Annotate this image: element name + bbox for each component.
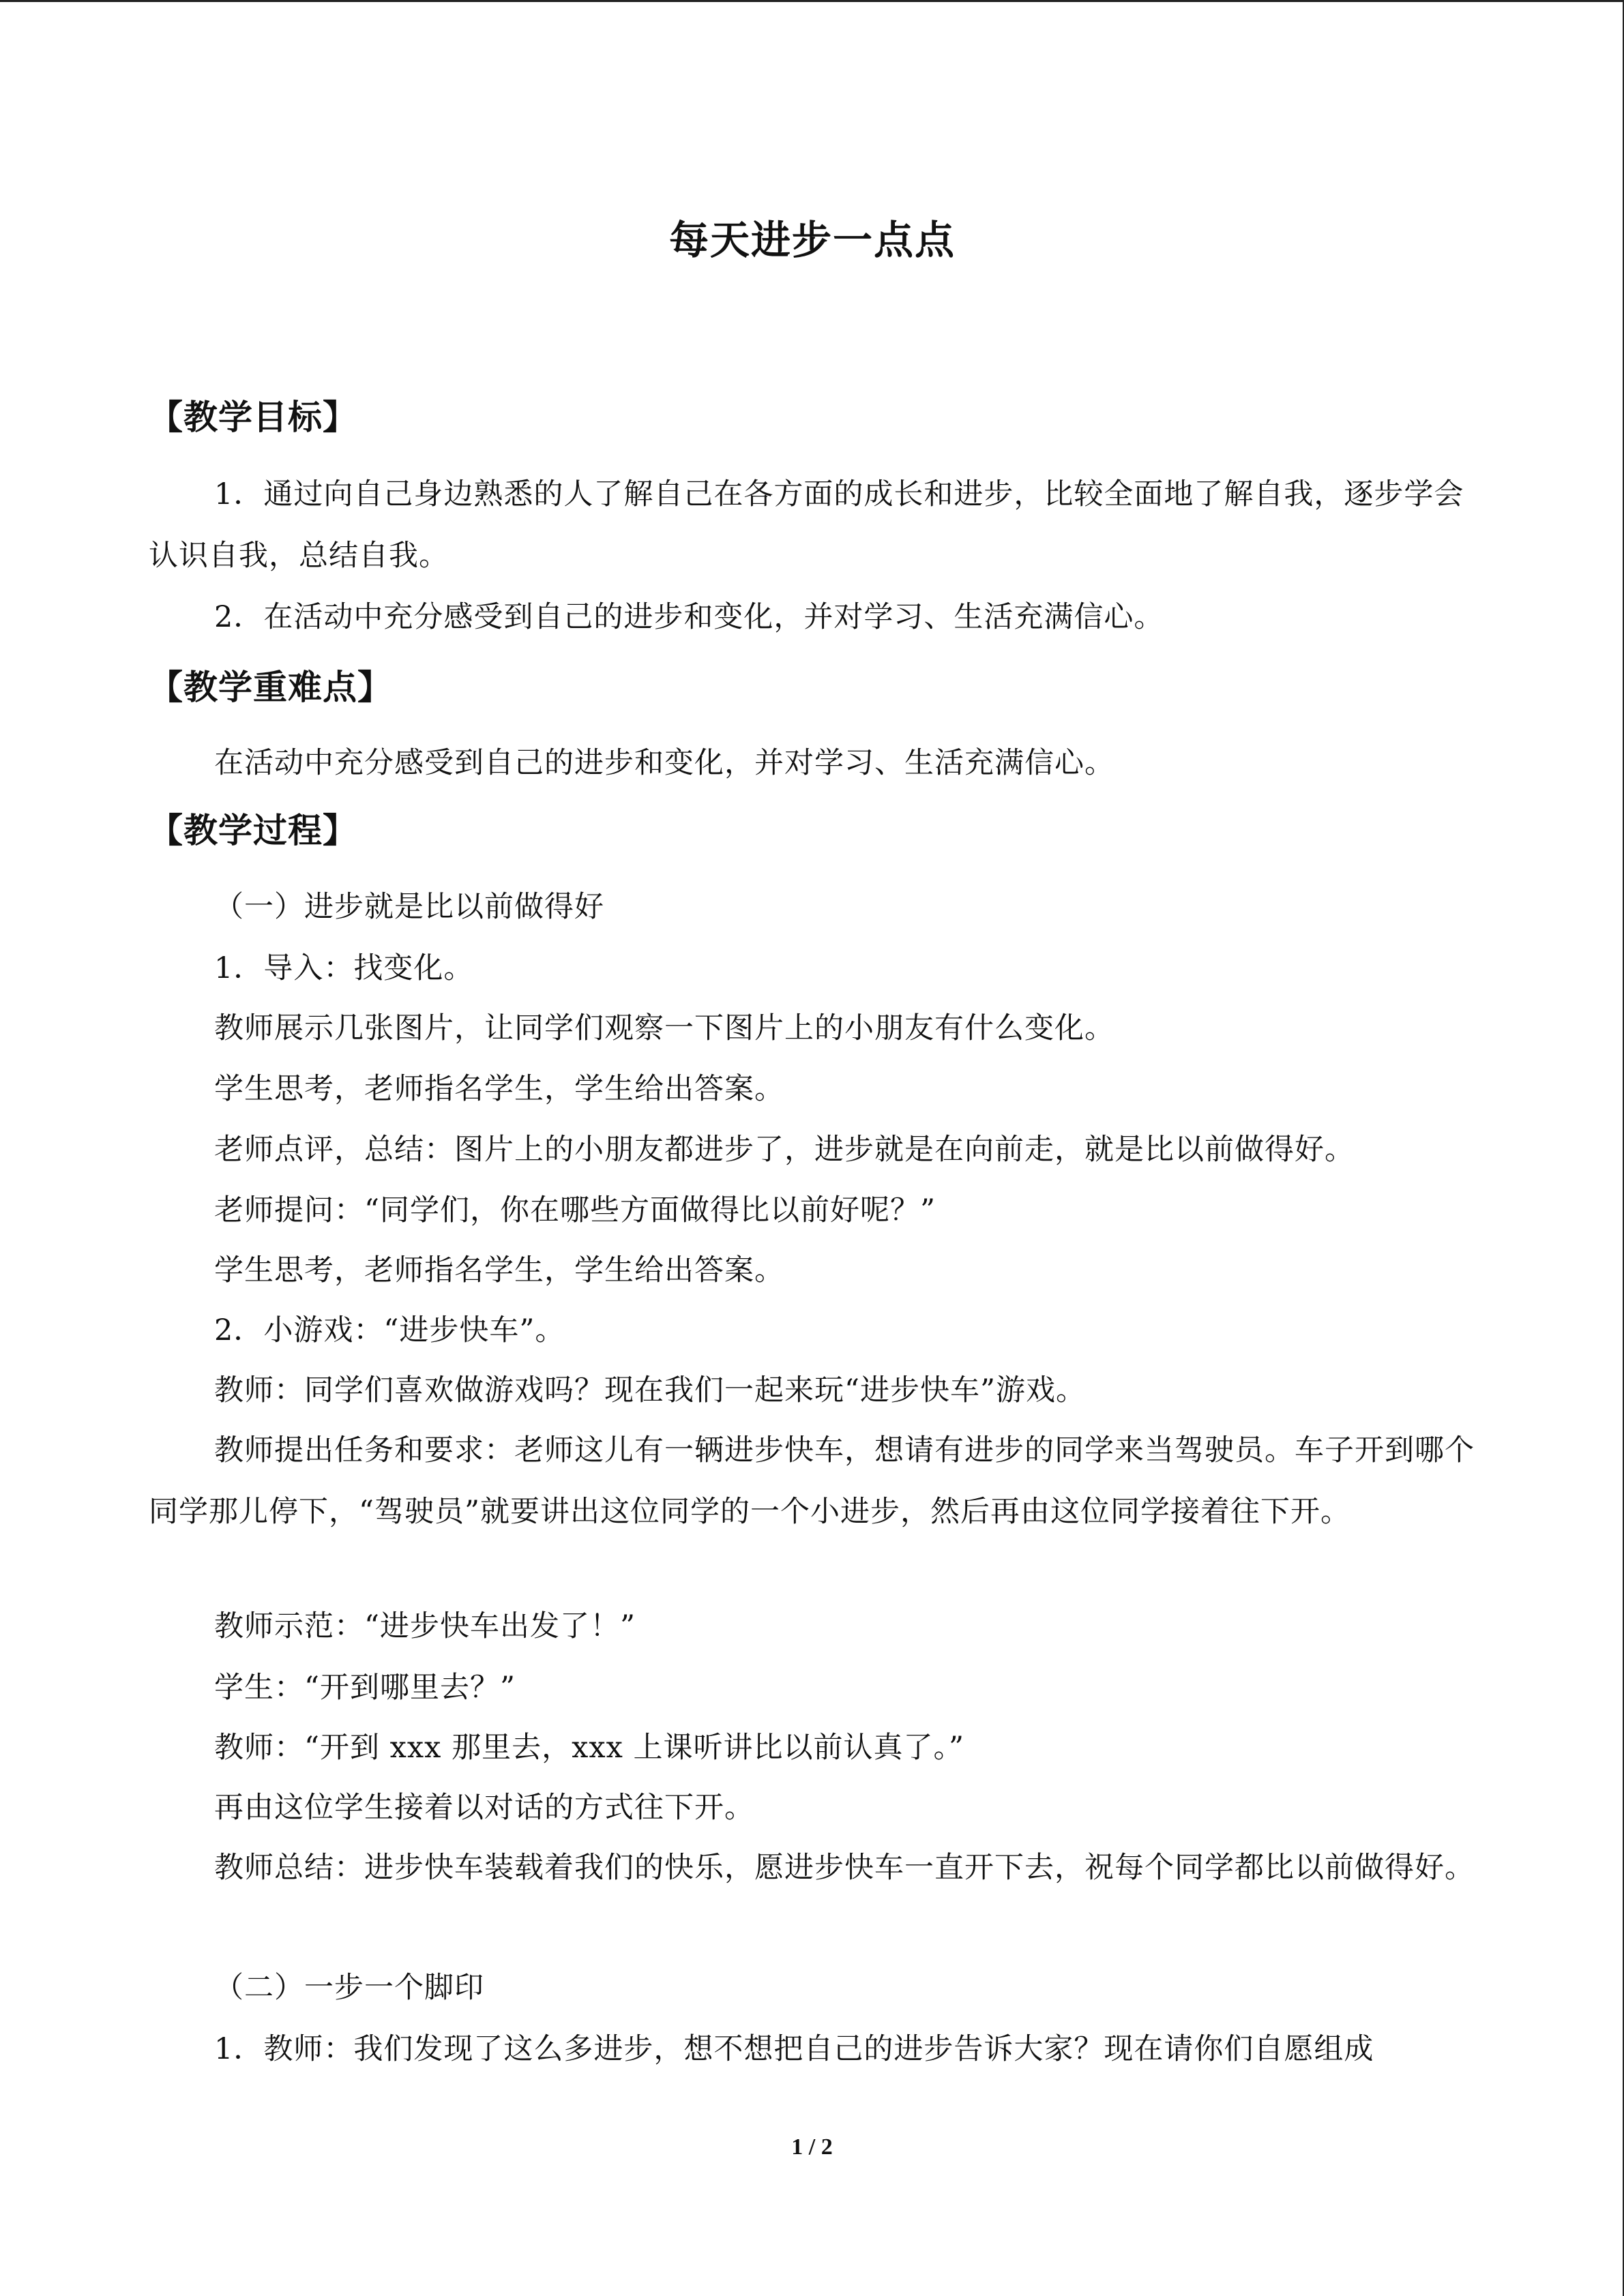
- process-subheading-1: （一）进步就是比以前做得好: [214, 890, 604, 924]
- process-paragraph: 教师示范：“进步快车出发了！”: [214, 1609, 636, 1643]
- process-paragraph: 1．导入：找变化。: [214, 951, 474, 985]
- process-paragraph: 老师点评，总结：图片上的小朋友都进步了，进步就是在向前走，就是比以前做得好。: [214, 1133, 1355, 1167]
- page-number: 1 / 2: [791, 2134, 833, 2160]
- process-paragraph: 1．教师：我们发现了这么多进步，想不想把自己的进步告诉大家？现在请你们自愿组成: [214, 2032, 1374, 2066]
- section-heading-objectives: 【教学目标】: [149, 398, 357, 437]
- process-paragraph: 学生思考，老师指名学生，学生给出答案。: [214, 1072, 784, 1106]
- process-paragraph: 教师：同学们喜欢做游戏吗？现在我们一起来玩“进步快车”游戏。: [214, 1373, 1086, 1407]
- process-paragraph: 学生思考，老师指名学生，学生给出答案。: [214, 1253, 784, 1287]
- objectives-paragraph-1: 1．通过向自己身边熟悉的人了解自己在各方面的成长和进步，比较全面地了解自我，逐步学会认识自我，总结自我。: [149, 477, 1464, 573]
- key-points-paragraph-1: 在活动中充分感受到自己的进步和变化，并对学习、生活充满信心。: [214, 746, 1114, 780]
- process-paragraph: 教师提出任务和要求：老师这儿有一辆进步快车，想请有进步的同学来当驾驶员。车子开到哪个同学那儿停下，“驾驶员”就要讲出这位同学的一个小进步，然后再由这位同学接着往下开。: [149, 1433, 1475, 1529]
- process-paragraph: 老师提问：“同学们，你在哪些方面做得比以前好呢？”: [214, 1193, 936, 1227]
- section-heading-process: 【教学过程】: [149, 811, 357, 850]
- top-border-line: [0, 0, 1624, 2]
- process-paragraph: 教师：“开到 xxx 那里去，xxx 上课听讲比以前认真了。”: [214, 1731, 964, 1765]
- process-paragraph: 教师展示几张图片，让同学们观察一下图片上的小朋友有什么变化。: [214, 1011, 1114, 1045]
- objectives-paragraph-2: 2．在活动中充分感受到自己的进步和变化，并对学习、生活充满信心。: [214, 600, 1164, 634]
- process-subheading-2: （二）一步一个脚印: [214, 1971, 484, 2005]
- process-paragraph: 再由这位学生接着以对话的方式往下开。: [214, 1791, 754, 1825]
- process-paragraph: 教师总结：进步快车装载着我们的快乐，愿进步快车一直开下去，祝每个同学都比以前做得好。: [214, 1851, 1475, 1885]
- process-paragraph: 2．小游戏：“进步快车”。: [214, 1313, 565, 1347]
- process-paragraph: 学生：“开到哪里去？”: [214, 1671, 516, 1705]
- document-title: 每天进步一点点: [668, 217, 956, 263]
- section-heading-key-points: 【教学重难点】: [149, 668, 392, 707]
